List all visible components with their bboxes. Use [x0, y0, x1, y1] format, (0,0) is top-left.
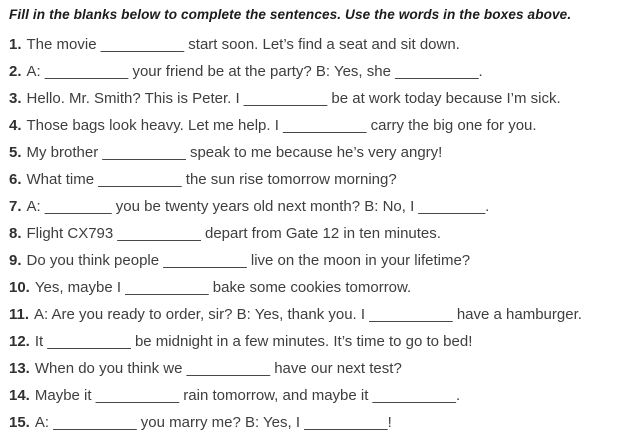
- sentence-text: Those bags look heavy. Let me help. I __________ carry the big one for you.: [26, 117, 537, 134]
- sentence-number: 7.: [9, 198, 22, 215]
- sentence-text: A: __________ you marry me? B: Yes, I __________!: [34, 414, 392, 431]
- sentence-number: 3.: [9, 90, 22, 107]
- sentence-number: 1.: [9, 36, 22, 53]
- sentence-row-9: [9, 247, 636, 274]
- sentence-row-12: [9, 328, 636, 355]
- sentence-text: A: __________ your friend be at the party? B: Yes, she __________.: [26, 63, 483, 80]
- sentence-row-1: [9, 31, 636, 58]
- sentence-text: My brother __________ speak to me because he’s very angry!: [26, 144, 443, 161]
- sentence-text: Hello. Mr. Smith? This is Peter. I __________ be at work today because I’m sick.: [26, 90, 561, 107]
- sentence-number: 9.: [9, 252, 22, 269]
- sentence-row-8: [9, 220, 636, 247]
- sentence-number: 14.: [9, 387, 30, 404]
- sentence-row-4: [9, 112, 636, 139]
- sentence-text: Do you think people __________ live on the moon in your lifetime?: [26, 252, 471, 269]
- sentence-row-11: [9, 301, 636, 328]
- sentence-row-2: [9, 58, 636, 85]
- sentence-number: 13.: [9, 360, 30, 377]
- sentence-row-15: [9, 409, 636, 436]
- sentence-text: A: ________ you be twenty years old next month? B: No, I ________.: [26, 198, 490, 215]
- sentence-number: 6.: [9, 171, 22, 188]
- sentence-text: Flight CX793 __________ depart from Gate 12 in ten minutes.: [26, 225, 441, 242]
- sentence-row-14: [9, 382, 636, 409]
- sentence-text: What time __________ the sun rise tomorrow morning?: [26, 171, 397, 188]
- sentence-row-7: [9, 193, 636, 220]
- sentence-text: When do you think we __________ have our next test?: [34, 360, 402, 377]
- sentence-text: It __________ be midnight in a few minutes. It’s time to go to bed!: [34, 333, 473, 350]
- sentence-text: Yes, maybe I __________ bake some cookies tomorrow.: [34, 279, 412, 296]
- sentence-number: 10.: [9, 279, 30, 296]
- sentence-text: Maybe it __________ rain tomorrow, and maybe it __________.: [34, 387, 461, 404]
- sentence-row-10: [9, 274, 636, 301]
- sentence-number: 2.: [9, 63, 22, 80]
- sentence-number: 11.: [9, 306, 30, 323]
- sentence-number: 4.: [9, 117, 22, 134]
- sentence-number: 8.: [9, 225, 22, 242]
- sentence-text: A: Are you ready to order, sir? B: Yes, thank you. I __________ have a hamburger.: [34, 306, 582, 323]
- instructions-heading: Fill in the blanks below to complete the sentences. Use the words in the boxes above.: [9, 7, 572, 22]
- sentence-number: 5.: [9, 144, 22, 161]
- sentence-row-13: [9, 355, 636, 382]
- sentence-text: The movie __________ start soon. Let’s find a seat and sit down.: [26, 36, 460, 53]
- sentence-row-6: [9, 166, 636, 193]
- sentence-number: 15.: [9, 414, 30, 431]
- sentence-row-3: [9, 85, 636, 112]
- sentence-row-5: [9, 139, 636, 166]
- sentence-number: 12.: [9, 333, 30, 350]
